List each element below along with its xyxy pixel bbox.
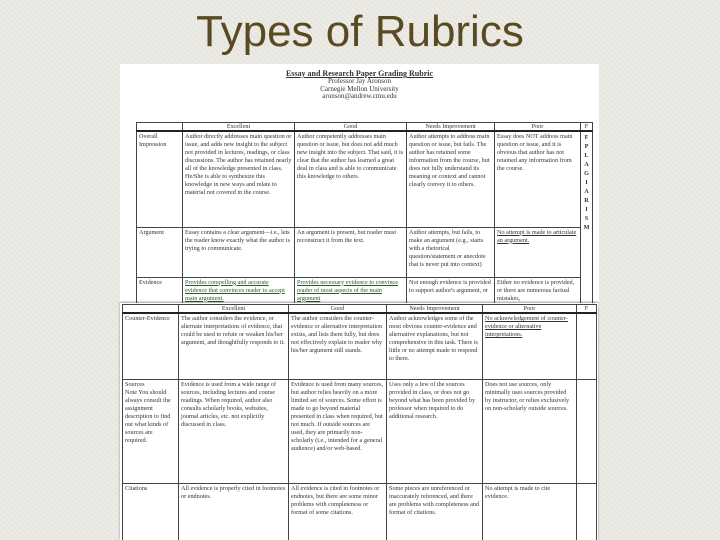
excellent-cell: Provides compelling and accurate evidence that convinces reader to accept main argument. (183, 277, 295, 308)
poor-cell: No attempt is made to articulate an argument. (495, 227, 581, 277)
criterion-cell: Overall Impression (137, 131, 183, 227)
header-cell (137, 123, 183, 132)
header-cell: Poor (495, 123, 581, 132)
f-cell (577, 379, 597, 483)
criterion-cell: Citations (123, 483, 179, 540)
good-cell: Provides necessary evidence to convince reader of most aspects of the main argument (295, 277, 407, 308)
criterion-cell: Argument (137, 227, 183, 277)
table-row (137, 227, 593, 277)
good-cell: Author competently addresses main question or issue, but does not add much new insight into the subject. That said, it is clear that the author has learned a great deal in class and is able to communicate this knowledge to others. (295, 131, 407, 227)
poor-cell: Either no evidence is provided, or there are numerous factual mistakes, (495, 277, 581, 308)
table-row (123, 379, 597, 483)
good-cell: All evidence is cited in footnotes or endnotes, but there are some minor problems with completeness or format of some citations. (289, 483, 387, 540)
header-cell (123, 305, 179, 314)
table-header-row (123, 305, 597, 314)
plagiarism-cell: F P L A G I A R I S M (581, 131, 593, 308)
needs-cell: Author attempts to address main question or issue, but fails. The author has retained some information from the course, but does not fully understand its meaning or context and cannot clearly convey it to others. (407, 131, 495, 227)
table-row (137, 131, 593, 227)
excellent-cell: Author directly addresses main question or issue, and adds new insight to the subject not provided in lectures, readings, or class discussions. The author has retained nearly all of the knowledge presented in class. He/She is able to synthesize this knowledge in new ways and relate to material not covered in the course. (183, 131, 295, 227)
criterion-cell: Evidence (137, 277, 183, 308)
header-cell: Poor (483, 305, 577, 314)
poor-cell: Essay does NOT address main question or issue, and it is obvious that author has not retained any information from the course. (495, 131, 581, 227)
header-cell: F (581, 123, 593, 132)
poor-cell: No attempt is made to cite evidence. (483, 483, 577, 540)
header-cell: Needs Improvement (387, 305, 483, 314)
criterion-cell: Sources Note You should always consult the assignment description to find out what kinds of sources are required. (123, 379, 179, 483)
rubric-table-1 (136, 122, 593, 308)
table-header-row (137, 123, 593, 132)
excellent-cell: The author considers the evidence, or alternate interpretations of evidence, that could be used to refute or weaken his/her argument, and thoughtfully responds to it. (179, 313, 289, 379)
header-cell: Needs Improvement (407, 123, 495, 132)
rubric-title: Essay and Research Paper Grading Rubric (285, 69, 434, 78)
needs-cell: Author acknowledges some of the most obvious counter-evidence and alternative explanations, but not comprehensive in this task. There is little or no attempt made to respond to them. (387, 313, 483, 379)
good-cell: Evidence is used from many sources, but author relies heavily on a more limited set of sources. Some effort is made to go beyond material presented in class when required, but not much. If outside sources are used, they are primarily non-scholarly (i.e., intended for a general audience) and/or web-based. (289, 379, 387, 483)
rubric-author: Professor Jay Aronson (328, 77, 391, 86)
needs-cell: Author attempts, but fails, to make an argument (e.g., starts with a rhetorical question/statement or anecdote that is never put into context) (407, 227, 495, 277)
header-cell: Excellent (183, 123, 295, 132)
needs-cell: Some pieces are unreferenced or inaccurately referenced, and there are problems with completeness and format of citations. (387, 483, 483, 540)
slide-title: Types of Rubrics (196, 7, 524, 56)
good-cell: The author considers the counter-evidence or alternative interpretation exists, and lists them fully, but does not effectively explain to reader why his/her argument still stands. (289, 313, 387, 379)
rubric-email: aronson@andrew.cmu.edu (322, 92, 397, 101)
excellent-cell: Essay contains a clear argument—i.e., lets the reader know exactly what the author is trying to communicate. (183, 227, 295, 277)
header-cell: F (577, 305, 597, 314)
poor-cell: No acknowledgement of counter-evidence or alternative interpretations. (483, 313, 577, 379)
table-row (123, 483, 597, 540)
needs-cell: Not enough evidence is provided to support author's argument, or (407, 277, 495, 308)
table-row (123, 313, 597, 379)
criterion-cell: Counter-Evidence (123, 313, 179, 379)
needs-cell: Uses only a few of the sources provided in class, or does not go beyond what has been provided by professor when required to do additional research. (387, 379, 483, 483)
good-cell: An argument is present, but reader must reconstruct it from the text. (295, 227, 407, 277)
f-cell (577, 313, 597, 379)
excellent-cell: All evidence is properly cited in footnotes or endnotes. (179, 483, 289, 540)
header-cell: Good (295, 123, 407, 132)
header-cell: Good (289, 305, 387, 314)
excellent-cell: Evidence is used from a wide range of sources, including lectures and course readings. When required, author also consults scholarly books, websites, journal articles, etc. not explicitly discussed in class. (179, 379, 289, 483)
rubric-university: Carnegie Mellon University (320, 84, 399, 93)
rubric-table-2 (122, 304, 597, 540)
poor-cell: Does not use sources, only minimally uses sources provided by instructor, or relies exclusively on non-scholarly outside sources. (483, 379, 577, 483)
header-cell: Excellent (179, 305, 289, 314)
rubric-header (120, 70, 599, 100)
rubric-page-1 (120, 64, 599, 308)
f-cell (577, 483, 597, 540)
rubric-page-2 (120, 303, 598, 540)
